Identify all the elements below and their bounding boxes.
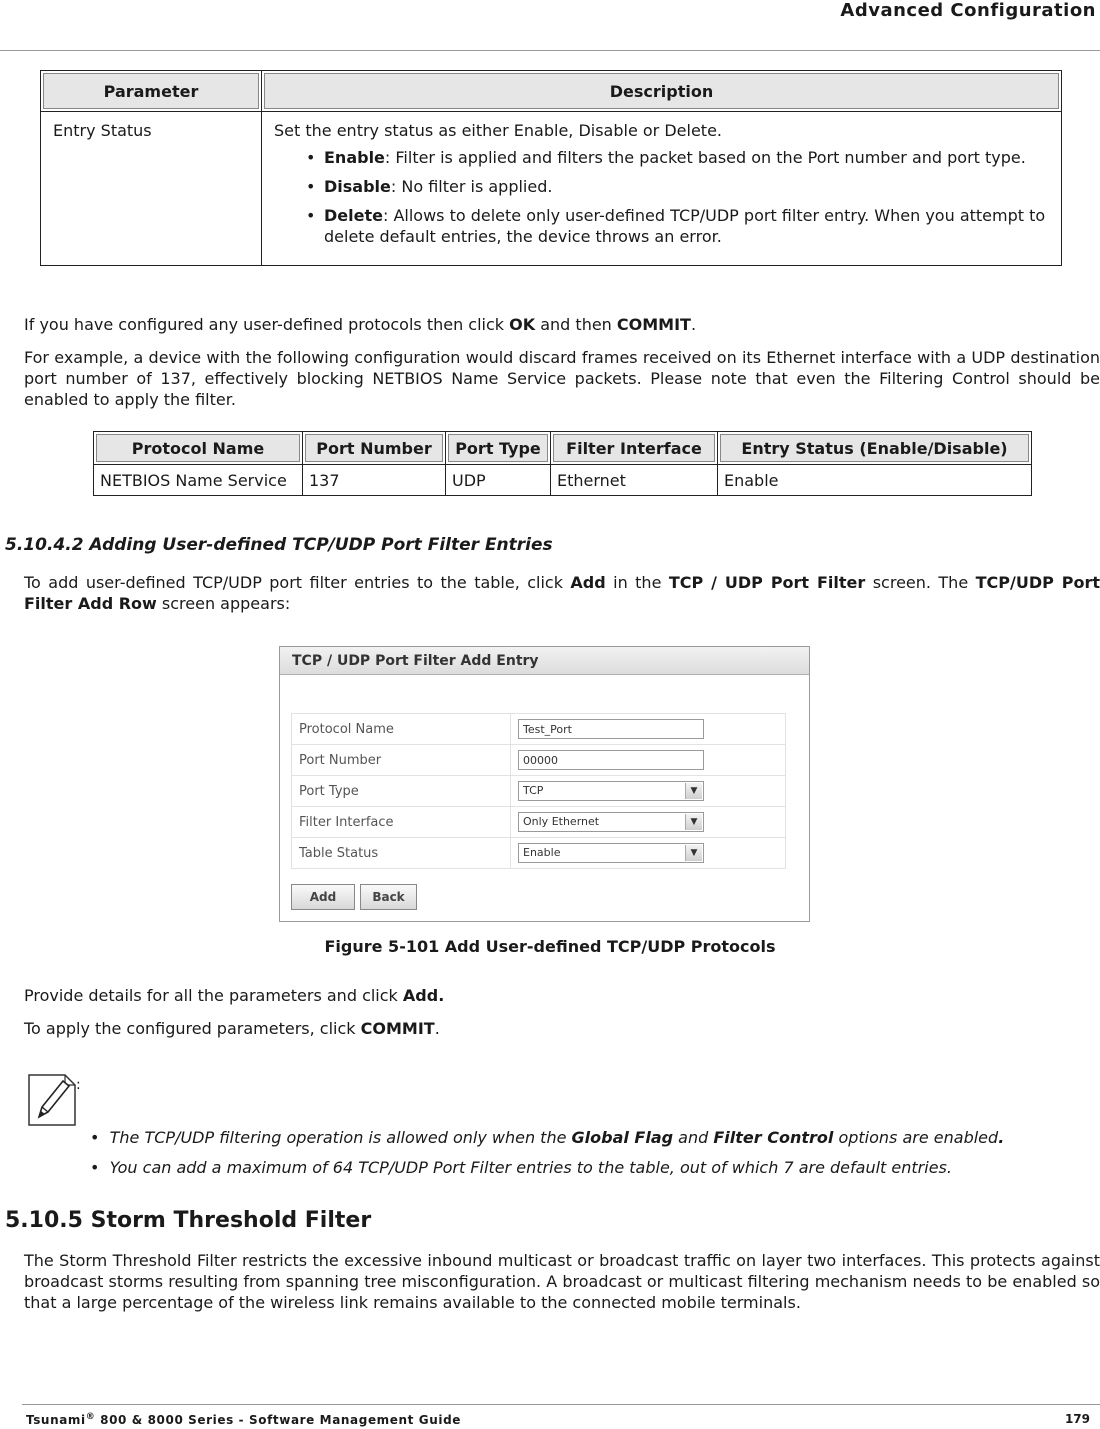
text: The TCP/UDP filtering operation is allowed only when the [109,1128,572,1147]
text: . [434,1019,440,1038]
text: in the [605,573,669,592]
protocol-name-input[interactable]: Test_Port [518,719,704,739]
option-text: : Filter is applied and filters the packet based on the Port number and port type. [384,148,1026,167]
footer-divider [22,1404,1100,1405]
col-header-entry-status: Entry Status (Enable/Disable) [718,432,1032,465]
ok-term: OK [509,315,536,334]
add-entry-form [291,713,786,869]
text: screen. The [865,573,976,592]
note-item: • You can add a maximum of 64 TCP/UDP Port Filter entries to the table, out of which 7 are default entries. [90,1158,952,1177]
form-row [292,776,786,807]
col-header-filter-interface: Filter Interface [551,432,718,465]
panel-title: TCP / UDP Port Filter Add Entry [280,647,809,675]
text: To add user-defined TCP/UDP port filter entries to the table, click [24,573,571,592]
param-description [262,112,1062,266]
chevron-down-icon: ▼ [685,814,702,830]
port-number-input[interactable]: 00000 [518,750,704,770]
field-label: Filter Interface [292,807,511,838]
cell-entry-status: Enable [718,465,1032,496]
text: You can add a maximum of 64 TCP/UDP Port Filter entries to the table, out of which 7 are default entries. [109,1158,952,1177]
col-header-parameter: Parameter [41,71,262,112]
paragraph-storm-filter: The Storm Threshold Filter restricts the excessive inbound multicast or broadcast traffic on layer two interfaces. This protects against broadcast storms resulting from spanning tree misconfiguration. A broadcast or multicast filtering mechanism needs to be enabled so that a large percentage of the wireless link remains available to the connected mobile terminals. [24,1251,1100,1312]
page-number: 179 [1064,1412,1090,1426]
paragraph-commit-instruction [24,314,696,335]
section-heading: 5.10.5 Storm Threshold Filter [5,1208,372,1233]
note-item: • The TCP/UDP filtering operation is allowed only when the Global Flag and Filter Control options are enabled. [90,1128,1005,1147]
paragraph-add-instructions [24,572,1100,614]
figure-caption: Figure 5-101 Add User-defined TCP/UDP Protocols [324,937,776,956]
text: ® [85,1412,96,1422]
col-header-description: Description [262,71,1062,112]
field-label: Port Number [292,745,511,776]
table-row [94,465,1032,496]
paragraph-example: For example, a device with the following configuration would discard frames received on its Ethernet interface with a UDP destination port number of 137, effectively blocking NETBIOS Name Service packets. Please note that even the Filtering Control should be enabled to apply the filter. [24,348,1100,409]
description-intro: Set the entry status as either Enable, Disable or Delete. [274,121,722,140]
form-row [292,807,786,838]
subsection-heading: 5.10.4.2 Adding User-defined TCP/UDP Port Filter Entries [5,535,553,555]
global-flag-term: Global Flag [571,1128,674,1147]
text: and then [535,315,617,334]
commit-term: COMMIT [616,315,691,334]
cell-protocol-name: NETBIOS Name Service [94,465,303,496]
note-pencil-icon [27,1071,77,1127]
page-header-title: Advanced Configuration [840,0,1096,21]
text: screen appears: [156,594,291,613]
form-row [292,714,786,745]
text: If you have configured any user-defined protocols then click [24,315,510,334]
add-entry-screenshot [279,646,810,922]
list-item [324,147,1051,168]
text: Tsunami [26,1413,86,1427]
col-header-protocol-name: Protocol Name [94,432,303,465]
add-button[interactable]: Add [291,884,355,910]
param-name: Entry Status [41,112,262,266]
back-button[interactable]: Back [360,884,417,910]
table-status-select[interactable] [518,843,704,863]
chevron-down-icon: ▼ [685,783,702,799]
cell-filter-interface: Ethernet [551,465,718,496]
screen-term: TCP/UDP Port Filter Add Row [24,573,1100,613]
header-divider [0,50,1100,51]
form-row [292,745,786,776]
list-item [324,176,1051,197]
port-type-select[interactable] [518,781,704,801]
option-list [274,147,1051,247]
text: . [998,1128,1005,1147]
selected-value: Only Ethernet [523,815,600,828]
chevron-down-icon: ▼ [685,845,702,861]
text: 800 & 8000 Series - Software Management Guide [95,1413,462,1427]
list-item [324,205,1051,247]
selected-value: Enable [523,846,561,859]
text: options are enabled [833,1128,999,1147]
table-row [41,112,1062,266]
cell-port-type: UDP [446,465,551,496]
filter-control-term: Filter Control [713,1128,834,1147]
filter-interface-select[interactable] [518,812,704,832]
text: and [673,1128,714,1147]
paragraph-provide-details [24,985,444,1006]
add-term: Add. [402,986,445,1005]
form-row [292,838,786,869]
field-label: Protocol Name [292,714,511,745]
paragraph-apply [24,1018,440,1039]
note-colon: : [76,1077,81,1093]
selected-value: TCP [523,784,544,797]
col-header-port-number: Port Number [303,432,446,465]
footer-guide-title [26,1412,461,1427]
example-config-table [93,431,1032,496]
cell-port-number: 137 [303,465,446,496]
text: . [690,315,697,334]
parameter-table [40,70,1062,266]
option-term: Delete [324,206,383,225]
option-term: Disable [324,177,391,196]
field-label: Table Status [292,838,511,869]
commit-term: COMMIT [360,1019,435,1038]
col-header-port-type: Port Type [446,432,551,465]
field-label: Port Type [292,776,511,807]
text: Provide details for all the parameters and click [24,986,403,1005]
add-term: Add [570,573,606,592]
option-term: Enable [324,148,385,167]
option-text: : No filter is applied. [390,177,553,196]
option-text: : Allows to delete only user-defined TCP/UDP port filter entry. When you attempt to delete default entries, the device throws an error. [324,206,1046,246]
text: To apply the configured parameters, click [24,1019,361,1038]
screen-term: TCP / UDP Port Filter [668,573,866,592]
